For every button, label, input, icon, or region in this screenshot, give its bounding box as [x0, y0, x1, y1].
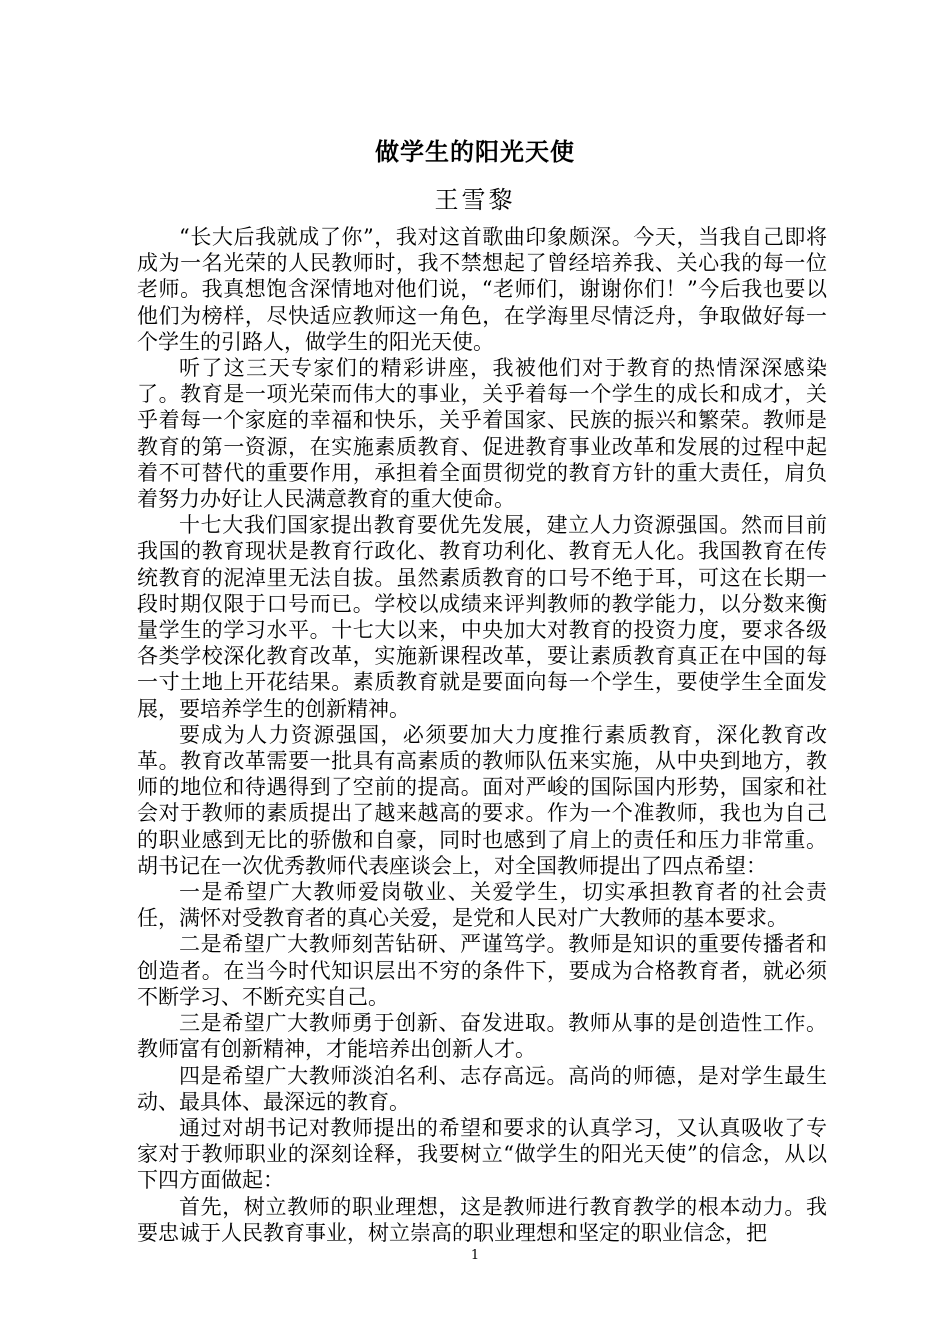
- document-body: [137, 224, 827, 1246]
- paragraph-3: 十七大我们国家提出教育要优先发展，建立人力资源强国。然而目前我国的教育现状是教育行政化、教育功利化、教育无人化。我国教育在传统教育的泥淖里无法自拔。虽然素质教育的口号不绝于耳，可这在长期一段时期仅限于口号而已。学校以成绩来评判教师的教学能力，以分数来衡量学生的学习水平。十七大以来，中央加大对教育的投资力度，要求各级各类学校深化教育改革，实施新课程改革，要让素质教育真正在中国的每一寸土地上开花结果。素质教育就是要面向每一个学生，要使学生全面发展，要培养学生的创新精神。: [137, 513, 827, 721]
- paragraph-7: 三是希望广大教师勇于创新、奋发进取。教师从事的是创造性工作。教师富有创新精神，才能培养出创新人才。: [137, 1011, 827, 1062]
- paragraph-1: “长大后我就成了你”，我对这首歌曲印象颇深。今天，当我自己即将成为一名光荣的人民教师时，我不禁想起了曾经培养我、关心我的每一位老师。我真想饱含深情地对他们说，“老师们，谢谢你们！”今后我也要以他们为榜样，尽快适应教师这一角色，在学海里尽情泛舟，争取做好每一个学生的引路人，做学生的阳光天使。: [137, 225, 827, 354]
- paragraph-4: 要成为人力资源强国，必须要加大力度推行素质教育，深化教育改革。教育改革需要一批具有高素质的教师队伍来实施，从中央到地方，教师的地位和待遇得到了空前的提高。面对严峻的国际国内形势，国家和社会对于教师的素质提出了越来越高的要求。作为一个准教师，我也为自己的职业感到无比的骄傲和自豪，同时也感到了肩上的责任和压力非常重。胡书记在一次优秀教师代表座谈会上，对全国教师提出了四点希望：: [137, 722, 827, 878]
- paragraph-9: 通过对胡书记对教师提出的希望和要求的认真学习，又认真吸收了专家对于教师职业的深刻诠释，我要树立“做学生的阳光天使”的信念，从以下四方面做起：: [137, 1115, 827, 1193]
- document-title: 做学生的阳光天使: [375, 138, 575, 166]
- paragraph-5: 一是希望广大教师爱岗敬业、关爱学生，切实承担教育者的社会责任，满怀对受教育者的真心关爱，是党和人民对广大教师的基本要求。: [137, 880, 827, 931]
- paragraph-2: 听了这三天专家们的精彩讲座，我被他们对于教育的热情深深感染了。教育是一项光荣而伟大的事业，关乎着每一个学生的成长和成才，关乎着每一个家庭的幸福和快乐，关乎着国家、民族的振兴和繁荣。教师是教育的第一资源，在实施素质教育、促进教育事业改革和发展的过程中起着不可替代的重要作用，承担着全面贯彻党的教育方针的重大责任，肩负着努力办好让人民满意教育的重大使命。: [137, 356, 827, 512]
- document-author: 王雪黎: [434, 186, 516, 214]
- paragraph-8: 四是希望广大教师淡泊名利、志存高远。高尚的师德，是对学生最生动、最具体、最深远的教育。: [137, 1063, 827, 1114]
- page-number: 1: [470, 1248, 480, 1263]
- paragraph-10: 首先，树立教师的职业理想，这是教师进行教育教学的根本动力。我要忠诚于人民教育事业，树立崇高的职业理想和坚定的职业信念，把: [137, 1194, 827, 1245]
- paragraph-6: 二是希望广大教师刻苦钻研、严谨笃学。教师是知识的重要传播者和创造者。在当今时代知识层出不穷的条件下，要成为合格教育者，就必须不断学习、不断充实自己。: [137, 932, 827, 1009]
